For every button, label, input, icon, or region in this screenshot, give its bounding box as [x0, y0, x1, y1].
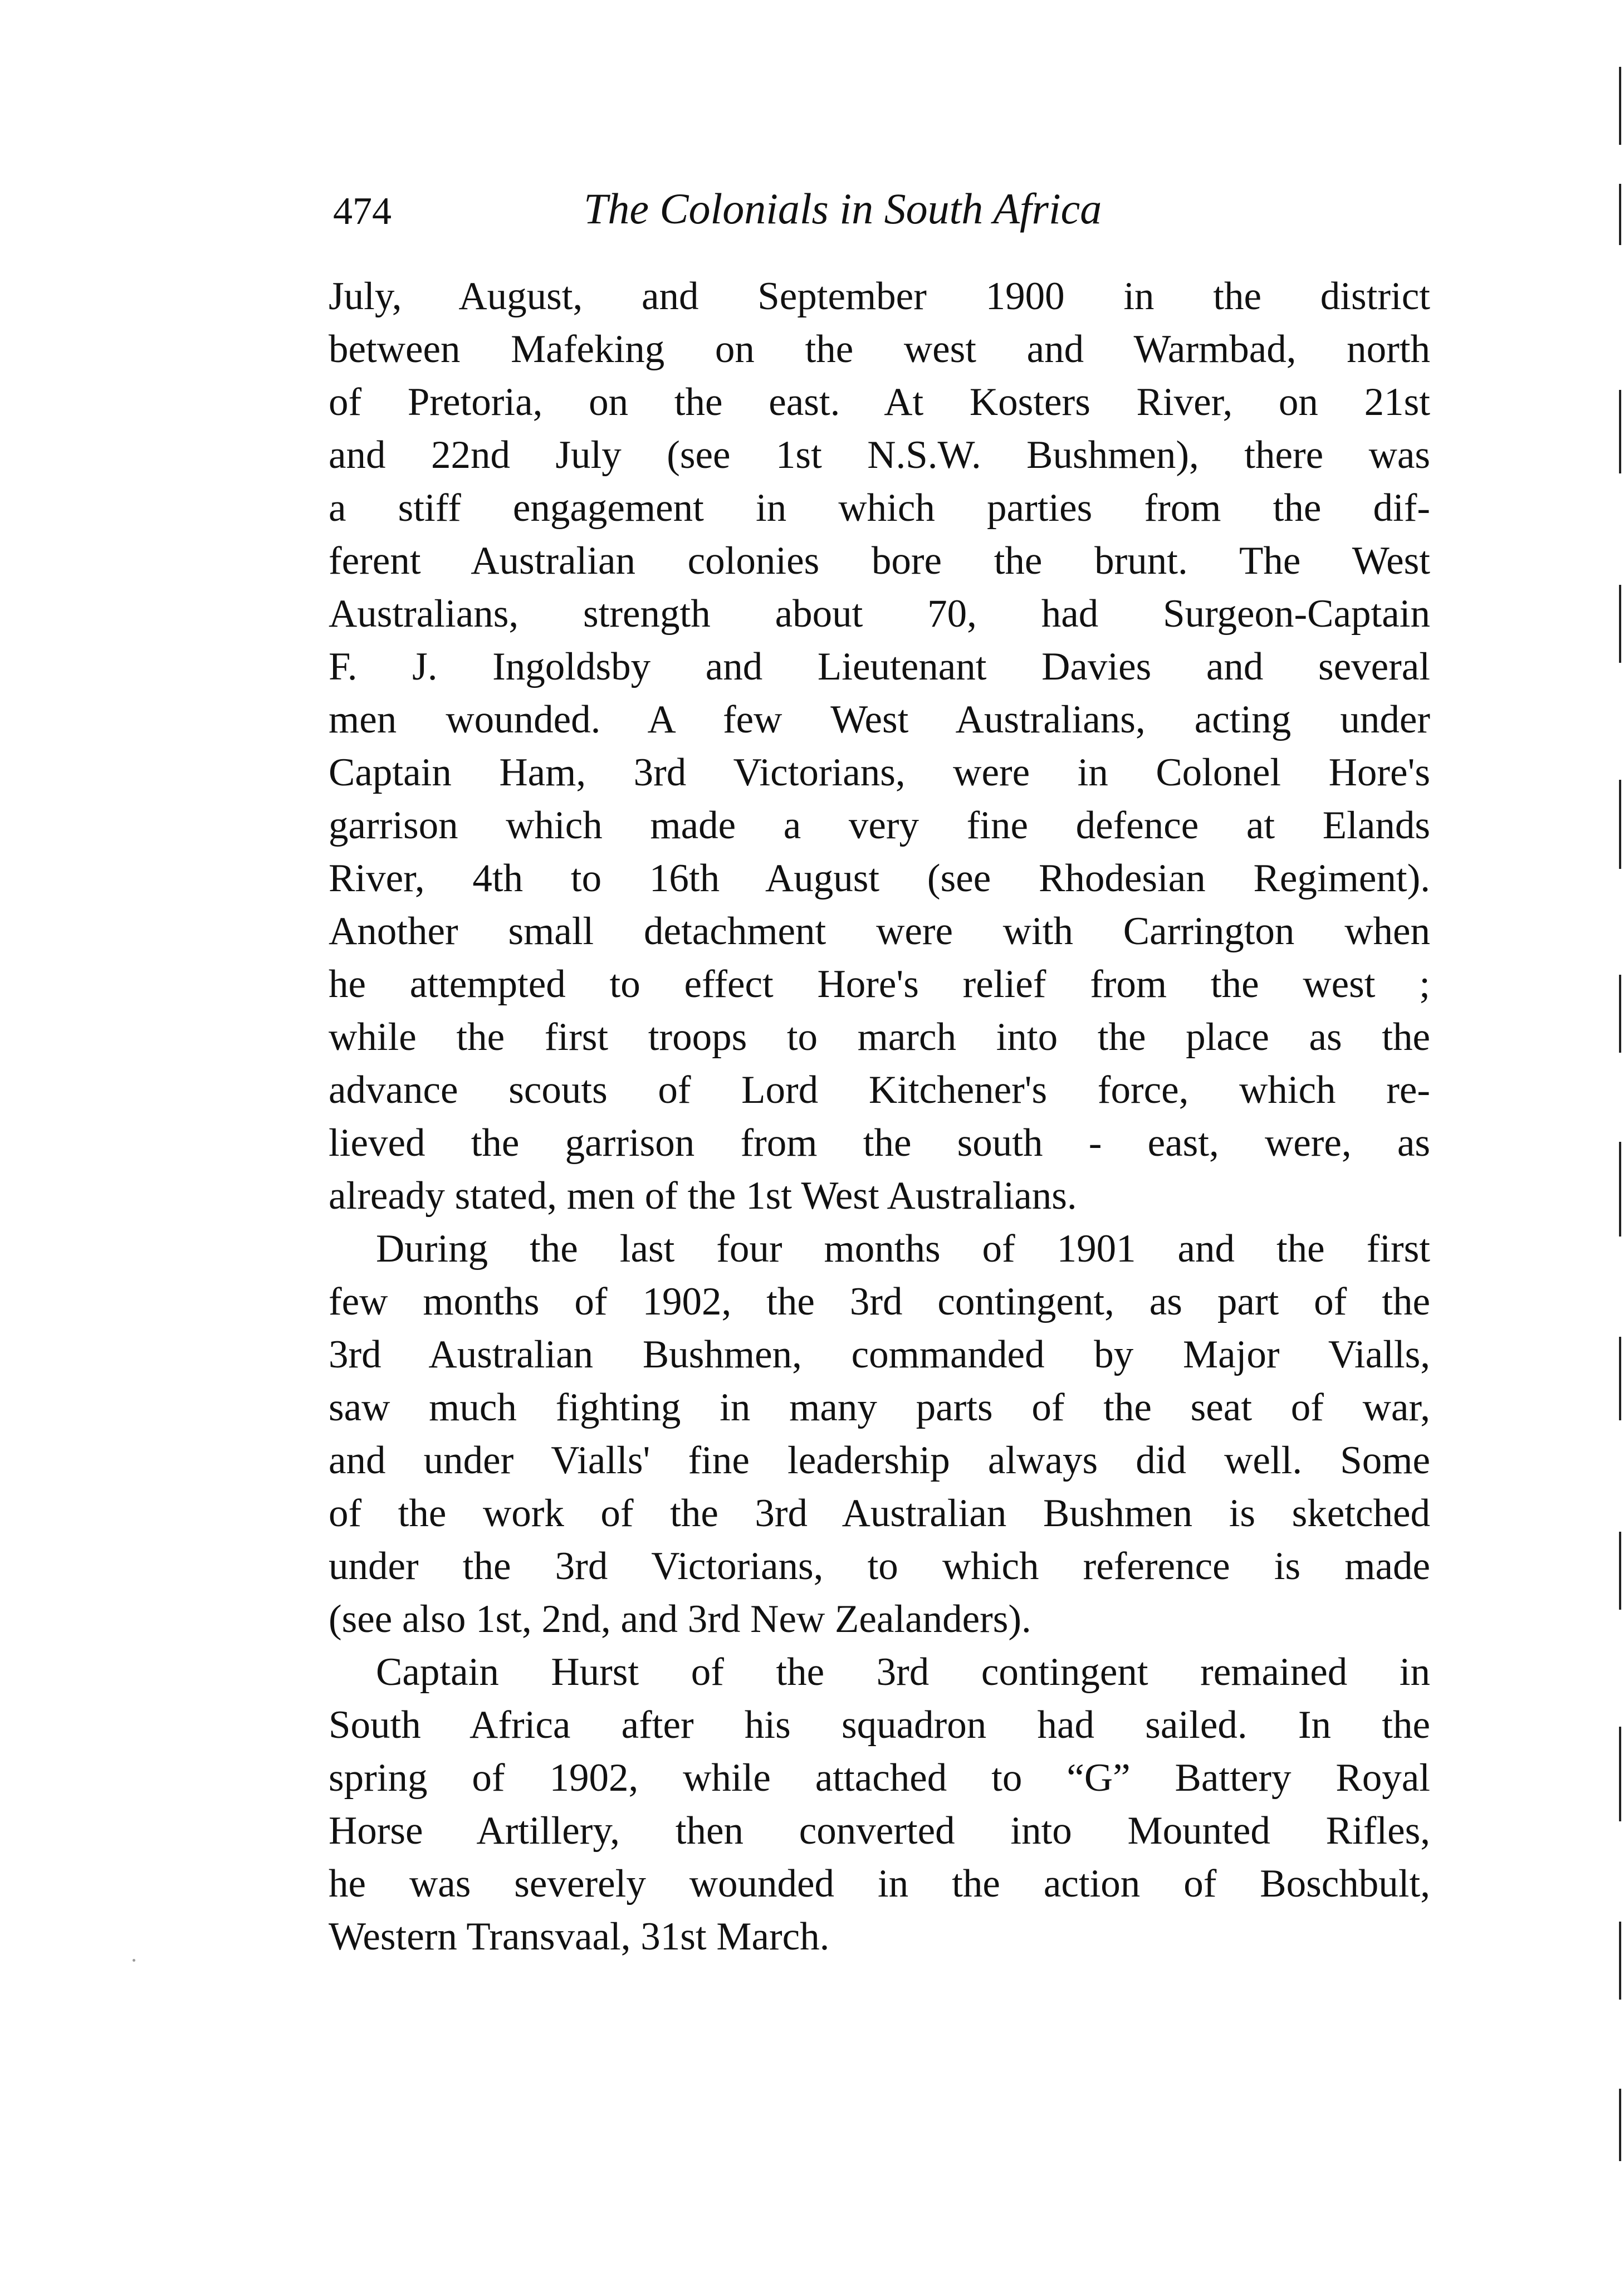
text-line: During the last four months of 1901 and the first [376, 1227, 1430, 1270]
text-line: July, August, and September 1900 in the district [329, 275, 1430, 318]
text-line: and under Vialls' fine leadership always did well. Some [329, 1439, 1430, 1482]
text-line: 3rd Australian Bushmen, commanded by Major Vialls, [329, 1333, 1430, 1376]
paragraph-3 [329, 1646, 1430, 1963]
scan-edge-mark [1619, 1532, 1621, 1610]
text-line: saw much fighting in many parts of the seat of war, [329, 1386, 1430, 1429]
scan-edge-mark [1619, 1922, 1621, 2000]
text-line: South Africa after his squadron had sailed. In the [329, 1703, 1430, 1747]
scan-edge-mark [1619, 1337, 1621, 1420]
scan-edge-mark [1619, 975, 1621, 1053]
text-line: already stated, men of the 1st West Australians. [329, 1174, 1077, 1218]
text-line: F. J. Ingoldsby and Lieutenant Davies and several [329, 645, 1430, 688]
paragraph-1 [329, 270, 1430, 1223]
text-line: he was severely wounded in the action of Boschbult, [329, 1862, 1430, 1905]
text-line: lieved the garrison from the south - east, were, as [329, 1121, 1430, 1165]
text-line: Horse Artillery, then converted into Mounted Rifles, [329, 1809, 1430, 1853]
text-line: a stiff engagement in which parties from the dif- [329, 486, 1430, 530]
text-line: Captain Ham, 3rd Victorians, were in Colonel Hore's [329, 751, 1430, 794]
text-line: Another small detachment were with Carrington when [329, 910, 1430, 953]
scan-edge-mark [1619, 585, 1621, 663]
text-line: Western Transvaal, 31st March. [329, 1915, 830, 1958]
running-head [333, 181, 1430, 242]
text-line: Captain Hurst of the 3rd contingent remained in [376, 1650, 1430, 1694]
text-line: spring of 1902, while attached to “G” Battery Royal [329, 1756, 1430, 1800]
scan-edge-mark [1619, 390, 1621, 473]
text-line: garrison which made a very fine defence at Elands [329, 804, 1430, 847]
running-title: The Colonials in South Africa [584, 184, 1102, 233]
text-line: ferent Australian colonies bore the brunt. The West [329, 539, 1430, 583]
text-line: of Pretoria, on the east. At Kosters River, on 21st [329, 380, 1430, 424]
scan-edge-mark [1619, 780, 1621, 869]
scan-edge-mark [1619, 2089, 1621, 2161]
text-line: (see also 1st, 2nd, and 3rd New Zealanders). [329, 1597, 1031, 1641]
text-line: under the 3rd Victorians, to which reference is made [329, 1545, 1430, 1588]
body-text [329, 270, 1430, 1963]
text-line: Australians, strength about 70, had Surgeon-Captain [329, 592, 1430, 636]
text-line: men wounded. A few West Australians, acting under [329, 698, 1430, 741]
text-line: he attempted to effect Hore's relief from the west ; [329, 962, 1430, 1006]
page-number: 474 [333, 190, 392, 233]
scan-edge-mark [1619, 184, 1621, 245]
scan-speck [133, 1959, 135, 1962]
scan-edge-mark [1619, 1142, 1621, 1237]
text-line: few months of 1902, the 3rd contingent, as part of the [329, 1280, 1430, 1323]
text-line: advance scouts of Lord Kitchener's force, which re- [329, 1068, 1430, 1112]
paragraph-2 [329, 1223, 1430, 1646]
text-line: River, 4th to 16th August (see Rhodesian Regiment). [329, 857, 1430, 900]
text-line: between Mafeking on the west and Warmbad, north [329, 328, 1430, 371]
scan-edge-mark [1619, 1727, 1621, 1821]
scan-edge-mark [1619, 67, 1621, 145]
text-line: while the first troops to march into the place as the [329, 1015, 1430, 1059]
text-line: and 22nd July (see 1st N.S.W. Bushmen), there was [329, 433, 1430, 477]
text-line: of the work of the 3rd Australian Bushmen is sketched [329, 1492, 1430, 1535]
